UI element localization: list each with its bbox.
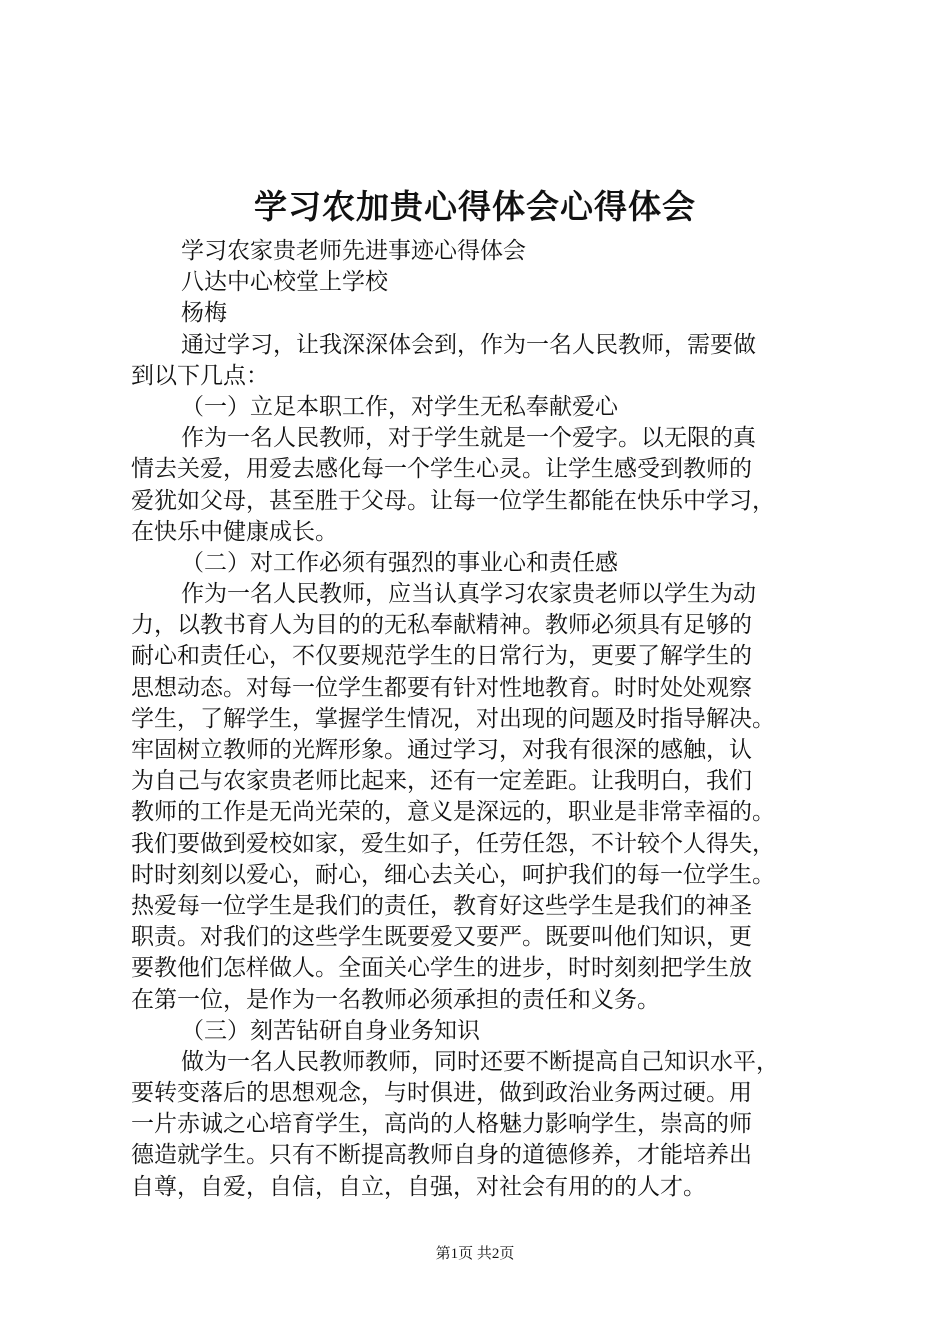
paragraph-line: 自尊，自爱，自信，自立，自强，对社会有用的的人才。 bbox=[131, 1173, 706, 1200]
paragraph-line: 到以下几点： bbox=[131, 362, 269, 389]
paragraph-line: 为自己与农家贵老师比起来，还有一定差距。让我明白，我们 bbox=[131, 768, 752, 795]
paragraph-line: 思想动态。对每一位学生都要有针对性地教育。时时处处观察 bbox=[131, 674, 752, 701]
section-heading-3: （三）刻苦钻研自身业务知识 bbox=[181, 1017, 480, 1044]
paragraph-line: 德造就学生。只有不断提高教师自身的道德修养，才能培养出 bbox=[131, 1142, 752, 1169]
paragraph-line: 要教他们怎样做人。全面关心学生的进步，时时刻刻把学生放 bbox=[131, 955, 752, 982]
paragraph-line: 作为一名人民教师，应当认真学习农家贵老师以学生为动 bbox=[181, 581, 756, 608]
page-number: 第1页 共2页 bbox=[435, 1246, 515, 1262]
document-body bbox=[131, 236, 831, 1203]
paragraph-line: 要转变落后的思想观念，与时俱进，做到政治业务两过硬。用 bbox=[131, 1080, 752, 1107]
document-title: 学习农加贵心得体会心得体会 bbox=[254, 187, 696, 226]
paragraph-line: 在第一位，是作为一名教师必须承担的责任和义务。 bbox=[131, 986, 660, 1013]
section-heading-1: （一）立足本职工作，对学生无私奉献爱心 bbox=[181, 393, 618, 420]
author-line: 杨梅 bbox=[181, 300, 227, 327]
paragraph-line: 情去关爱，用爱去感化每一个学生心灵。让学生感受到教师的 bbox=[131, 456, 752, 483]
paragraph-line: 职责。对我们的这些学生既要爱又要严。既要叫他们知识，更 bbox=[131, 924, 752, 951]
paragraph-line: 我们要做到爱校如家，爱生如子，任劳任怨，不计较个人得失， bbox=[131, 830, 775, 857]
paragraph-line: 力，以教书育人为目的的无私奉献精神。教师必须具有足够的 bbox=[131, 612, 752, 639]
paragraph-line: 一片赤诚之心培育学生，高尚的人格魅力影响学生，崇高的师 bbox=[131, 1111, 752, 1138]
paragraph-line: 作为一名人民教师，对于学生就是一个爱字。以无限的真 bbox=[181, 425, 756, 452]
paragraph-line: 教师的工作是无尚光荣的，意义是深远的，职业是非常幸福的。 bbox=[131, 799, 775, 826]
paragraph-line: 学生，了解学生，掌握学生情况，对出现的问题及时指导解决。 bbox=[131, 705, 775, 732]
paragraph-line: 时时刻刻以爱心，耐心，细心去关心，呵护我们的每一位学生。 bbox=[131, 861, 775, 888]
subtitle-line: 学习农家贵老师先进事迹心得体会 bbox=[181, 238, 526, 264]
paragraph-line: 通过学习，让我深深体会到，作为一名人民教师，需要做 bbox=[181, 331, 756, 358]
paragraph-line: 在快乐中健康成长。 bbox=[131, 518, 338, 545]
paragraph-line: 做为一名人民教师教师，同时还要不断提高自己知识水平， bbox=[181, 1048, 779, 1075]
page-footer bbox=[0, 1243, 950, 1265]
paragraph-line: 爱犹如父母，甚至胜于父母。让每一位学生都能在快乐中学习， bbox=[131, 487, 775, 514]
section-heading-2: （二）对工作必须有强烈的事业心和责任感 bbox=[181, 549, 618, 576]
school-line: 八达中心校堂上学校 bbox=[181, 269, 388, 296]
paragraph-line: 耐心和责任心，不仅要规范学生的日常行为，更要了解学生的 bbox=[131, 643, 752, 670]
paragraph-line: 牢固树立教师的光辉形象。通过学习，对我有很深的感触，认 bbox=[131, 737, 752, 763]
paragraph-line: 热爱每一位学生是我们的责任，教育好这些学生是我们的神圣 bbox=[131, 892, 752, 919]
